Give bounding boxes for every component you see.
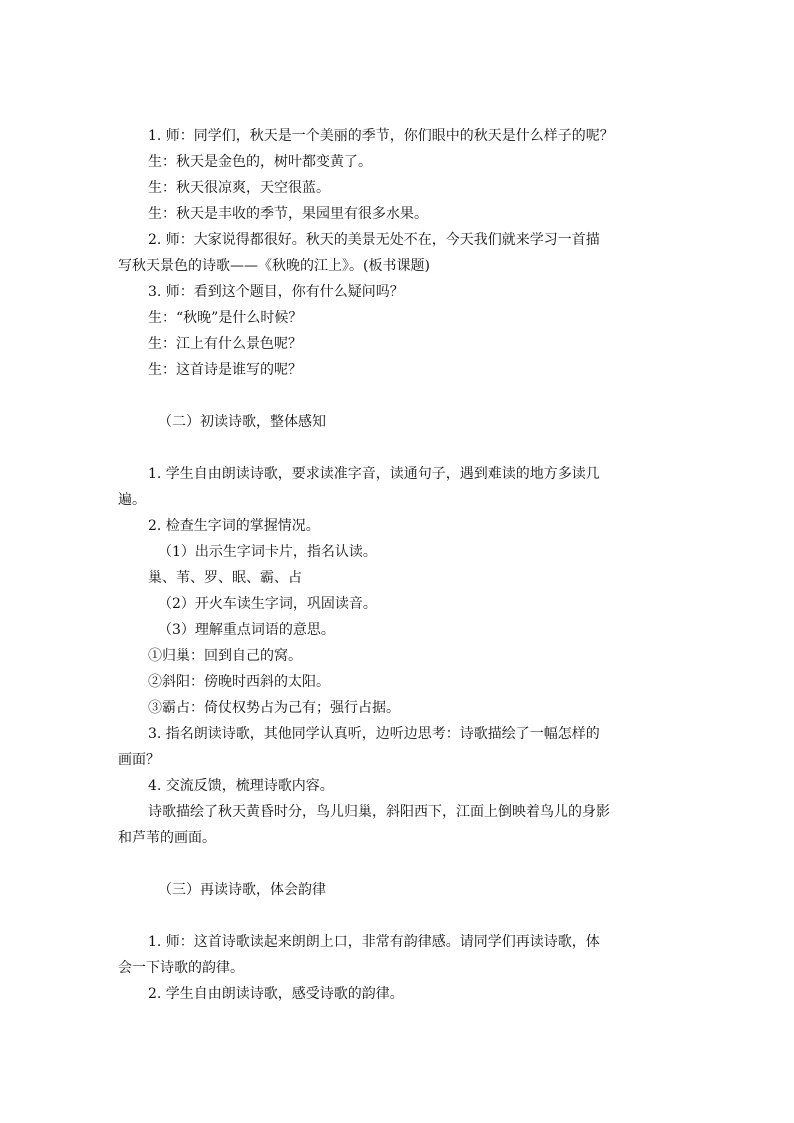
paragraph-line: 写秋天景色的诗歌——《秋晚的江上》。(板书课题): [118, 258, 430, 274]
paragraph-line: 生：江上有什么景色呢？: [148, 336, 302, 352]
spacer: [118, 435, 678, 461]
paragraph-line: 1. 师：这首诗歌读起来朗朗上口，非常有韵律感。请同学们再读诗歌，体: [148, 934, 600, 950]
paragraph-line: 2. 检查生字词的掌握情况。: [148, 518, 320, 534]
paragraph-line: （1）出示生字词卡片，指名认读。: [158, 544, 377, 560]
paragraph-line: 1. 学生自由朗读诗歌，要求读准字音，读通句子，遇到难读的地方多读几: [148, 466, 600, 482]
paragraph-line: ③霸占：倚仗权势占为己有；强行占据。: [148, 700, 400, 716]
section-heading: （三）再读诗歌，体会韵律: [158, 882, 326, 898]
paragraph-line: 2. 学生自由朗读诗歌，感受诗歌的韵律。: [148, 986, 404, 1002]
paragraph-line: 会一下诗歌的韵律。: [118, 960, 244, 976]
spacer: [118, 383, 678, 409]
spacer: [118, 851, 678, 877]
paragraph-line: 画面？: [118, 752, 160, 768]
paragraph-line: 和芦苇的画面。: [118, 830, 216, 846]
paragraph-line: 生：秋天是金色的，树叶都变黄了。: [148, 154, 372, 170]
paragraph-line: 诗歌描绘了秋天黄昏时分，鸟儿归巢，斜阳西下，江面上倒映着鸟儿的身影: [148, 804, 610, 820]
section-heading: （二）初读诗歌，整体感知: [158, 414, 326, 430]
paragraph-line: 3. 指名朗读诗歌，其他同学认真听，边听边思考：诗歌描绘了一幅怎样的: [148, 726, 600, 742]
paragraph-line: 生：秋天很凉爽，天空很蓝。: [148, 180, 330, 196]
paragraph-line: 2. 师：大家说得都很好。秋天的美景无处不在，今天我们就来学习一首描: [148, 232, 600, 248]
paragraph-line: 生：秋天是丰收的季节，果园里有很多水果。: [148, 206, 428, 222]
paragraph-line: 4. 交流反馈，梳理诗歌内容。: [148, 778, 334, 794]
spacer: [118, 903, 678, 929]
paragraph-line: 遍。: [118, 492, 146, 508]
paragraph-line: 生：这首诗是谁写的呢？: [148, 362, 302, 378]
paragraph-line: （2）开火车读生字词，巩固读音。: [158, 596, 377, 612]
paragraph-line: 巢、苇、罗、眠、霸、占: [148, 570, 302, 586]
paragraph-line: （3）理解重点词语的意思。: [158, 622, 335, 638]
paragraph-line: ②斜阳：傍晚时西斜的太阳。: [148, 674, 330, 690]
paragraph-line: ①归巢：回到自己的窝。: [148, 648, 302, 664]
paragraph-line: 3. 师：看到这个题目，你有什么疑问吗？: [148, 284, 404, 300]
paragraph-line: 1. 师：同学们，秋天是一个美丽的季节，你们眼中的秋天是什么样子的呢？: [148, 128, 614, 144]
document-body: [118, 123, 678, 1007]
paragraph-line: 生：“秋晚”是什么时候？: [148, 310, 303, 326]
